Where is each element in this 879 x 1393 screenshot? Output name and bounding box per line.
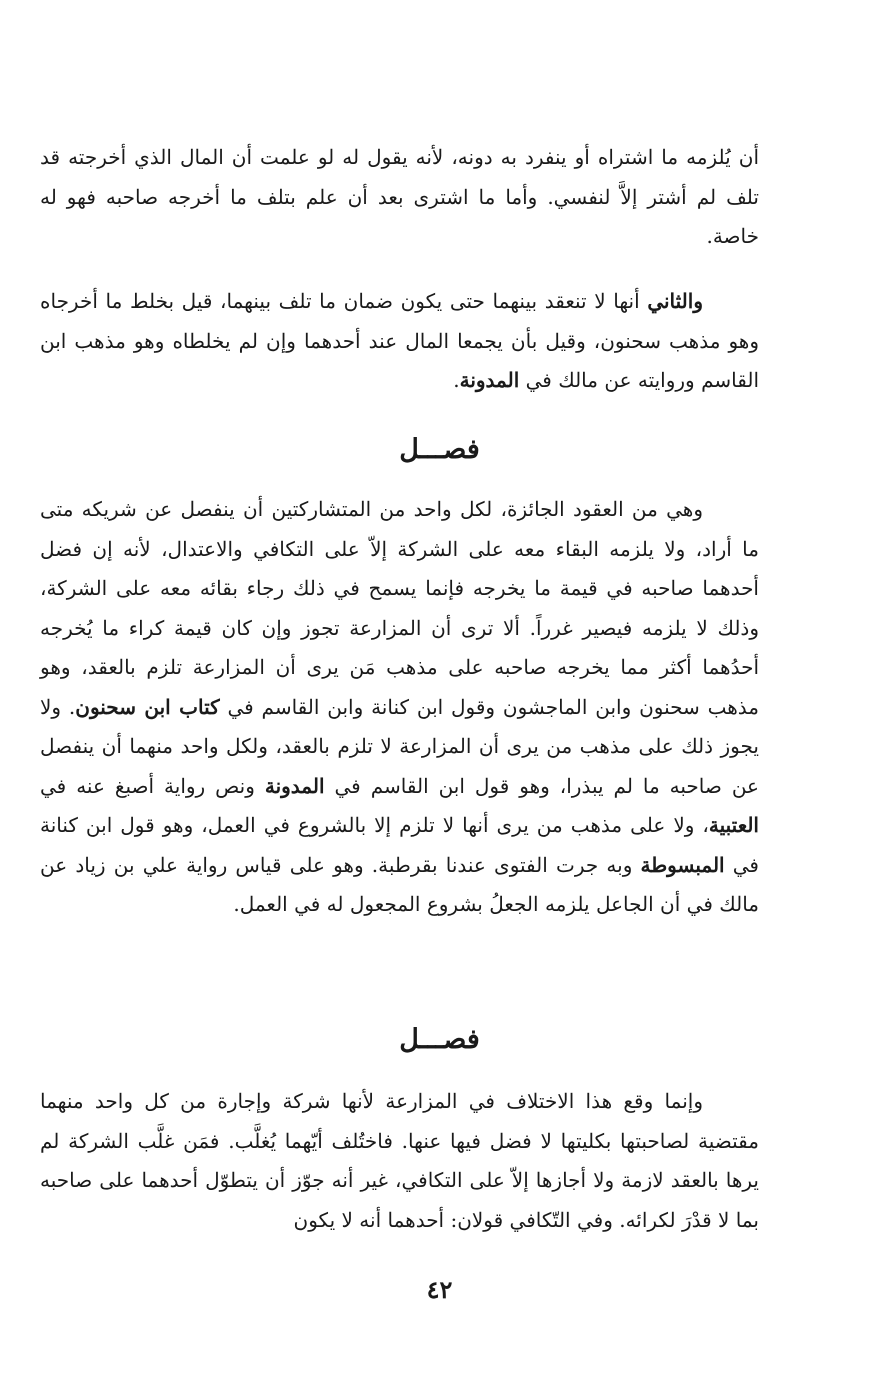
paragraph-3-text-b: . ولا يجوز ذلك على مذهب من يرى أن المزارعة لا تلزم بالعقد، ولكل واحد منهما أن ينفصل عن صاحبه ما لم يبذرا، وهو قول ابن القاسم في: [40, 694, 759, 798]
paragraph-2-body: [40, 282, 759, 401]
section-heading-1: فصـــل: [399, 434, 480, 465]
paragraph-2-text-b: .: [453, 368, 460, 392]
paragraph-2-bold-1: المدونة: [459, 368, 520, 392]
paragraph-3-bold-2: المدونة: [264, 773, 325, 798]
paragraph-2: [40, 282, 759, 401]
paragraph-3-bold-4: المبسوطة: [640, 852, 725, 877]
paragraph-3-bold-3: العتبية: [708, 813, 759, 837]
paragraph-4: [40, 1082, 759, 1240]
paragraph-3-body: [40, 490, 759, 925]
paragraph-1-text: أن يُلزمه ما اشتراه أو ينفرد به دونه، لأنه يقول له لو علمت أن المال الذي أخرجته قد تلف لم أشتر إلاَّ لنفسي. وأما ما اشترى بعد أن علم بتلف ما أخرجه صاحبه فهو له خاصة.: [40, 145, 760, 248]
section-heading-2: فصـــل: [399, 1024, 480, 1055]
paragraph-3-bold-1: كتاب ابن سحنون: [75, 694, 220, 719]
paragraph-4-text: وإنما وقع هذا الاختلاف في المزارعة لأنها شركة وإجارة من كل واحد منهما مقتضية لصاحبتها بكليتها لا فضل فيها عنها. فاختُلف أيّهما يُغلَّب. فمَن غلَّب الشركة لم يرها بالعقد لازمة ولا أجازها إلاّ على التكافي، غير أنه جوّز أن يتطوّل أحدهما على صاحبه بما لا قدْرَ لكرائه. وفي التّكافي قولان: أحدهما أنه لا يكون: [40, 1089, 759, 1232]
paragraph-2-text-a: أنها لا تنعقد بينهما حتى يكون ضمان ما تلف بينهما، قيل بخلط ما أخرجاه وهو مذهب سحنون، وقيل بأن يجمعا المال عند أحدهما وإن لم يخلطاه وهو مذهب ابن القاسم وروايته عن مالك في: [40, 289, 759, 392]
paragraph-3-text-a: وهي من العقود الجائزة، لكل واحد من المتشاركتين أن ينفصل عن شريكه متى ما أراد، ولا يلزمه البقاء معه على الشركة إلاّ على التكافي والاعتدال، لأنه إن فضل أحدهما صاحبه في قيمة ما يخرجه فإنما يسمح في ذلك رجاء بقائه معه على الشركة، وذلك لا يلزمه فيصير غرراً. ألا ترى أن المزارعة تجوز وإن كان قيمة كراء ما يُخرجه أحدُهما أكثر مما يخرجه صاحبه على مذهب مَن يرى أن المزارعة تلزم بالعقد، وهو مذهب سحنون وابن الماجشون وقول ابن كنانة وابن القاسم في: [40, 497, 760, 719]
paragraph-1: [40, 138, 759, 257]
paragraph-3-text-e: وبه جرت الفتوى عندنا بقرطبة. وهو على قياس رواية علي بن زياد عن مالك في أن الجاعل يلزمه الجعلُ بشروع المجعول له في العمل.: [40, 852, 759, 916]
paragraph-3: [40, 490, 759, 925]
paragraph-2-lead: والثاني: [647, 289, 703, 313]
page-number: ٤٢: [426, 1275, 453, 1304]
paragraph-3-text-d: ، ولا على مذهب من يرى أنها لا تلزم إلا بالشروع في العمل، وهو قول ابن كنانة في: [40, 813, 759, 877]
paragraph-3-text-c: ونص رواية أصبغ عنه في: [40, 773, 265, 798]
